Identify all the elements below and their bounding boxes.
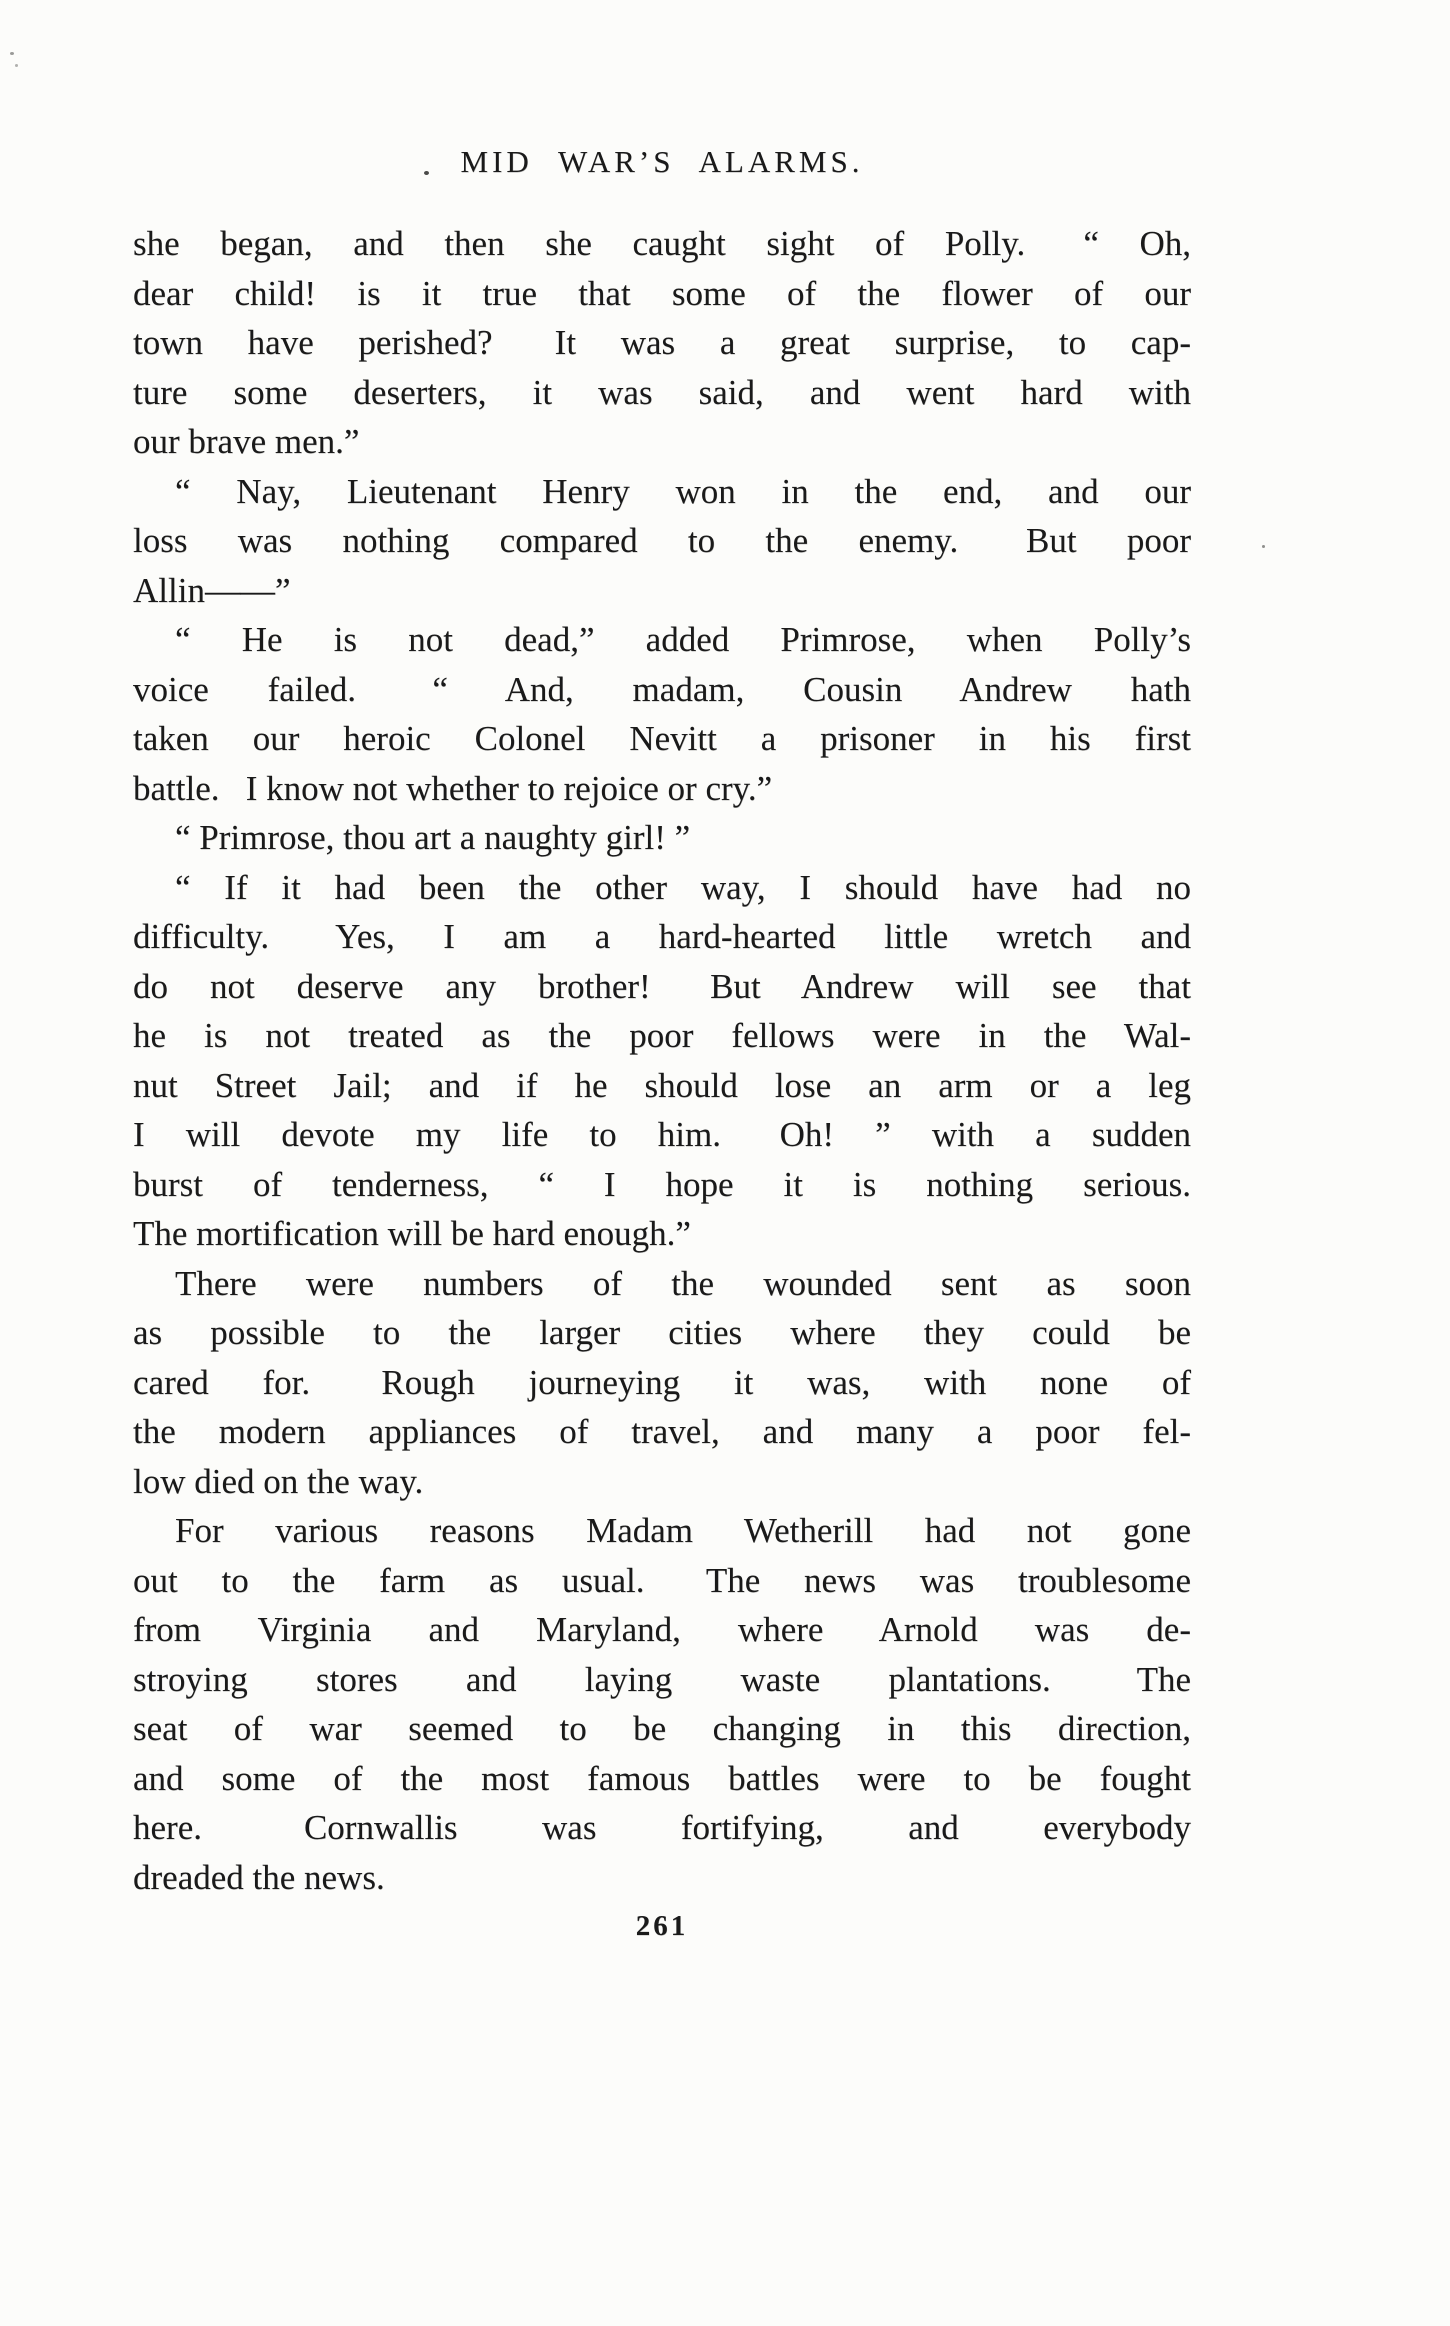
text-line: town have perished? It was a great surprise, to cap- — [133, 323, 1191, 362]
text-line: she began, and then she caught sight of Polly. “ Oh, — [133, 224, 1191, 263]
text-line: I will devote my life to him. Oh! ” with a sudden — [133, 1115, 1191, 1154]
text-line: dreaded the news. — [133, 1857, 385, 1897]
paragraph — [133, 863, 1191, 1259]
text-line: voice failed. “ And, madam, Cousin Andrew hath — [133, 669, 1191, 709]
text-line: and some of the most famous battles were to be fought — [133, 1758, 1191, 1798]
text-line: out to the farm as usual. The news was troublesome — [133, 1560, 1191, 1600]
text-line: “ If it had been the other way, I should have had no — [175, 867, 1191, 907]
text-line: For various reasons Madam Wetherill had not gone — [175, 1511, 1191, 1550]
text-line: The mortification will be hard enough.” — [133, 1214, 691, 1253]
text-line: here. Cornwallis was fortifying, and everybody — [133, 1808, 1191, 1847]
scan-speck — [1262, 545, 1265, 548]
page-number: 261 — [635, 1910, 689, 1942]
text-line: the modern appliances of travel, and many a poor fel- — [133, 1412, 1191, 1451]
text-line: Allin——” — [133, 570, 291, 610]
paragraph — [133, 615, 1191, 813]
text-line: “ Primrose, thou art a naughty girl! ” — [175, 818, 691, 857]
scan-speck — [10, 52, 14, 55]
text-line: battle. I know not whether to rejoice or cry.” — [133, 768, 773, 808]
text-line: taken our heroic Colonel Nevitt a prisoner in his first — [133, 719, 1191, 758]
text-line: from Virginia and Maryland, where Arnold was de- — [133, 1610, 1191, 1649]
text-line: dear child! is it true that some of the flower of our — [133, 273, 1191, 313]
text-line: our brave men.” — [133, 422, 360, 461]
text-line: stroying stores and laying waste plantations. The — [133, 1659, 1191, 1699]
text-line: low died on the way. — [133, 1461, 424, 1501]
text-line: burst of tenderness, “ I hope it is nothing serious. — [133, 1164, 1191, 1204]
text-line: do not deserve any brother! But Andrew will see that — [133, 966, 1191, 1006]
text-line: nut Street Jail; and if he should lose an arm or a leg — [133, 1065, 1191, 1105]
text-line: difficulty. Yes, I am a hard-hearted little wretch and — [133, 917, 1191, 956]
paragraph — [133, 813, 1191, 863]
paragraph — [133, 1506, 1191, 1902]
text-line: There were numbers of the wounded sent as soon — [175, 1263, 1191, 1303]
text-line: loss was nothing compared to the enemy. But poor — [133, 521, 1191, 560]
text-line: as possible to the larger cities where they could be — [133, 1313, 1191, 1352]
paragraph — [133, 1259, 1191, 1507]
paragraph — [133, 219, 1191, 467]
text-line: cared for. Rough journeying it was, with none of — [133, 1362, 1191, 1402]
scan-speck — [15, 64, 18, 67]
text-line: seat of war seemed to be changing in this direction, — [133, 1709, 1191, 1748]
text-line: ture some deserters, it was said, and went hard with — [133, 372, 1191, 412]
page-header: MID WAR’S ALARMS. — [460, 144, 864, 179]
page-body — [133, 219, 1191, 1902]
text-line: “ He is not dead,” added Primrose, when Polly’s — [175, 620, 1191, 659]
text-line: “ Nay, Lieutenant Henry won in the end, and our — [175, 471, 1191, 511]
text-line: he is not treated as the poor fellows were in the Wal- — [133, 1016, 1191, 1055]
paragraph — [133, 467, 1191, 616]
